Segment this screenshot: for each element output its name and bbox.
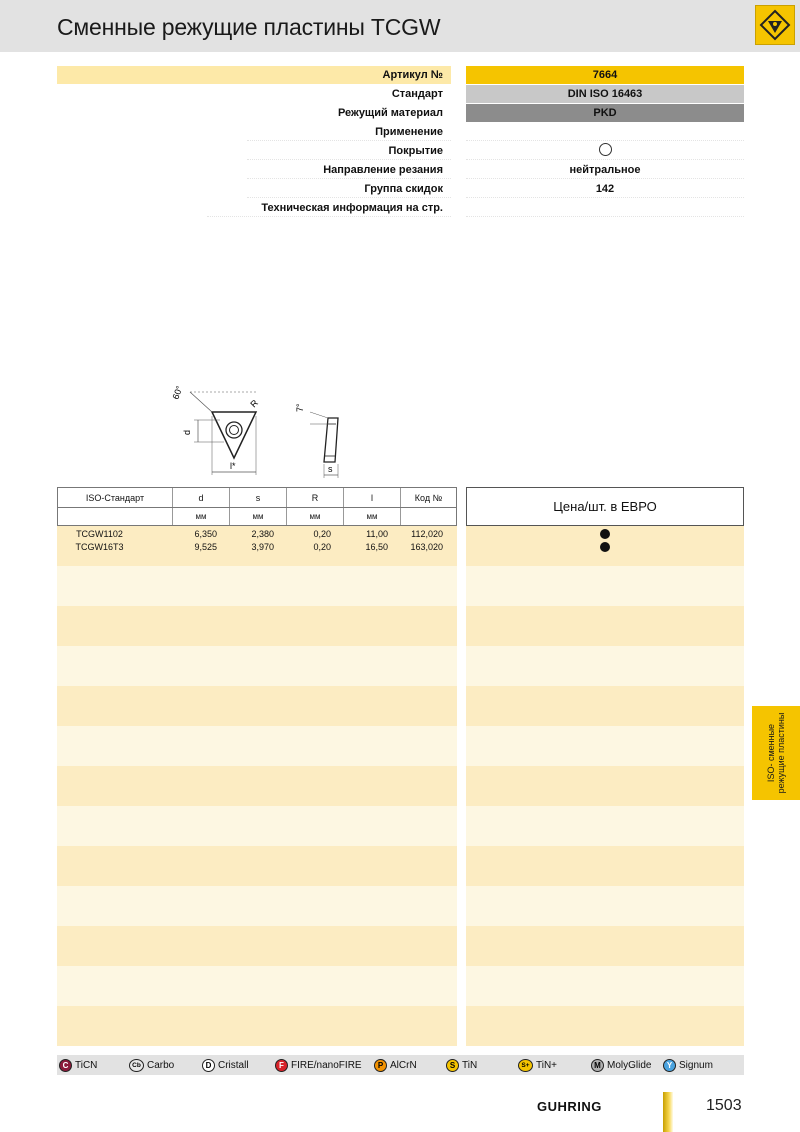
alcrn-badge-icon: P (374, 1059, 387, 1072)
col-header-d: d (173, 488, 230, 507)
spec-table (57, 66, 744, 218)
row-band (57, 846, 457, 886)
s-label: s (328, 464, 333, 474)
spec-label: Стандарт (391, 88, 443, 100)
cell-s: 2,380 (251, 528, 274, 539)
row-band (57, 926, 457, 966)
side-tab-line2: режущие пластины (776, 712, 786, 794)
carbo-badge-icon: Cb (129, 1059, 144, 1072)
table-row[interactable] (57, 527, 457, 540)
ticn-badge-icon: C (59, 1059, 72, 1072)
spec-value (466, 123, 744, 141)
d-label: d (182, 429, 192, 435)
row-band (466, 646, 744, 686)
unit-cell: мм (344, 508, 401, 525)
unit-cell: мм (173, 508, 230, 525)
cristall-badge-icon: D (202, 1059, 215, 1072)
spec-label: Покрытие (247, 142, 451, 160)
cell-s: 3,970 (251, 541, 274, 552)
cell-iso: TCGW1102 (76, 528, 123, 539)
spec-row-direction (57, 161, 744, 180)
insert-logo-icon (755, 5, 795, 45)
col-header-r: R (287, 488, 344, 507)
spec-label: Техническая информация на стр. (207, 199, 451, 217)
row-band (466, 686, 744, 726)
legend-item-carbo (129, 1058, 174, 1072)
spec-label: Артикул № (57, 66, 451, 84)
row-band (57, 1006, 457, 1046)
row-band (57, 886, 457, 926)
spec-row-standard (57, 85, 744, 104)
row-band (57, 966, 457, 1006)
cell-l: 11,00 (366, 528, 388, 539)
row-band (57, 566, 457, 606)
availability-dot-icon (600, 542, 610, 552)
row-band (466, 806, 744, 846)
row-band (466, 726, 744, 766)
spec-value: 142 (466, 180, 744, 198)
side-tab-label (766, 708, 786, 798)
legend-label: TiN+ (536, 1059, 558, 1071)
section-side-tab[interactable] (752, 706, 800, 800)
spec-value: 7664 (466, 66, 744, 84)
row-band (466, 606, 744, 646)
legend-item-fire (275, 1058, 362, 1072)
insert-drawing (160, 380, 360, 480)
page-number: 1503 (706, 1097, 742, 1114)
legend-item-molyglide (591, 1058, 651, 1072)
units-row (57, 507, 457, 526)
price-header: Цена/шт. в ЕВРО (466, 487, 744, 526)
legend-label: FIRE/nanoFIRE (291, 1059, 362, 1071)
unit-cell: мм (230, 508, 287, 525)
row-band (466, 966, 744, 1006)
unit-cell (58, 508, 173, 525)
row-band (466, 766, 744, 806)
row-band (57, 606, 457, 646)
radius-label: R (248, 397, 261, 410)
tin-badge-icon: S (446, 1059, 459, 1072)
row-band (57, 726, 457, 766)
header-row (57, 487, 457, 507)
cell-r: 0,20 (313, 541, 331, 552)
spec-row-discount (57, 180, 744, 199)
legend-item-tin-plus (518, 1058, 557, 1072)
spec-row-application (57, 123, 744, 142)
data-table-header (57, 487, 457, 526)
spec-row-article (57, 66, 744, 85)
legend-item-ticn (59, 1058, 97, 1072)
row-band (466, 1006, 744, 1046)
cell-code: 112,020 (411, 528, 443, 539)
spec-value: нейтральное (466, 161, 744, 179)
price-table-header (466, 487, 744, 526)
row-band (57, 686, 457, 726)
row-band (57, 806, 457, 846)
angle-label: 60° (170, 384, 185, 401)
spec-value: PKD (466, 104, 744, 122)
cell-l: 16,50 (365, 541, 388, 552)
coating-legend (57, 1055, 744, 1075)
row-band (57, 766, 457, 806)
cell-d: 6,350 (194, 528, 217, 539)
legend-item-tin (446, 1058, 477, 1072)
legend-label: AlCrN (390, 1059, 417, 1071)
fire-badge-icon: F (275, 1059, 288, 1072)
table-row[interactable] (57, 540, 457, 553)
col-header-iso: ISO-Стандарт (58, 488, 173, 507)
spec-row-coating (57, 142, 744, 161)
spec-label: Режущий материал (337, 107, 443, 119)
col-header-code: Код № (414, 492, 443, 503)
l-label: l* (230, 461, 236, 471)
cell-code: 163,020 (410, 541, 443, 552)
legend-label: Carbo (147, 1059, 175, 1071)
side-angle-label: 7° (295, 403, 305, 412)
row-band (466, 926, 744, 966)
cell-r: 0,20 (313, 528, 331, 539)
legend-label: TiN (462, 1059, 478, 1071)
brand-logo: GUHRING (537, 1099, 602, 1114)
col-header-l: l (344, 488, 401, 507)
legend-label: TiCN (75, 1059, 98, 1071)
unit-cell: мм (287, 508, 344, 525)
spec-value (466, 142, 744, 160)
unit-cell (401, 508, 456, 525)
cell-d: 9,525 (194, 541, 217, 552)
legend-item-alcrn (374, 1058, 417, 1072)
legend-item-signum (663, 1058, 713, 1072)
legend-label: Cristall (218, 1059, 249, 1071)
availability-dot-icon (600, 529, 610, 539)
spec-row-techinfo (57, 199, 744, 218)
uncoated-circle-icon (599, 143, 612, 156)
molyglide-badge-icon: M (591, 1059, 604, 1072)
spec-value (466, 199, 744, 217)
page-title: Сменные режущие пластины TCGW (57, 14, 441, 40)
col-header-s: s (230, 488, 287, 507)
side-tab-line1: ISO- сменные (766, 723, 776, 783)
legend-item-cristall (202, 1058, 249, 1072)
spec-label: Направление резания (247, 161, 451, 179)
cell-iso: TCGW16T3 (75, 541, 124, 552)
signum-badge-icon: Y (663, 1059, 676, 1072)
row-band (466, 846, 744, 886)
row-band (57, 646, 457, 686)
spec-row-material (57, 104, 744, 123)
legend-label: Signum (679, 1059, 713, 1071)
gold-accent-bar (663, 1092, 673, 1132)
spec-label: Группа скидок (247, 180, 451, 198)
page-header (0, 0, 800, 52)
tin-plus-badge-icon: S+ (518, 1059, 533, 1072)
spec-label: Применение (247, 123, 451, 141)
spec-value: DIN ISO 16463 (466, 85, 744, 103)
row-band (466, 886, 744, 926)
legend-label: MolyGlide (607, 1059, 652, 1071)
row-band (466, 566, 744, 606)
